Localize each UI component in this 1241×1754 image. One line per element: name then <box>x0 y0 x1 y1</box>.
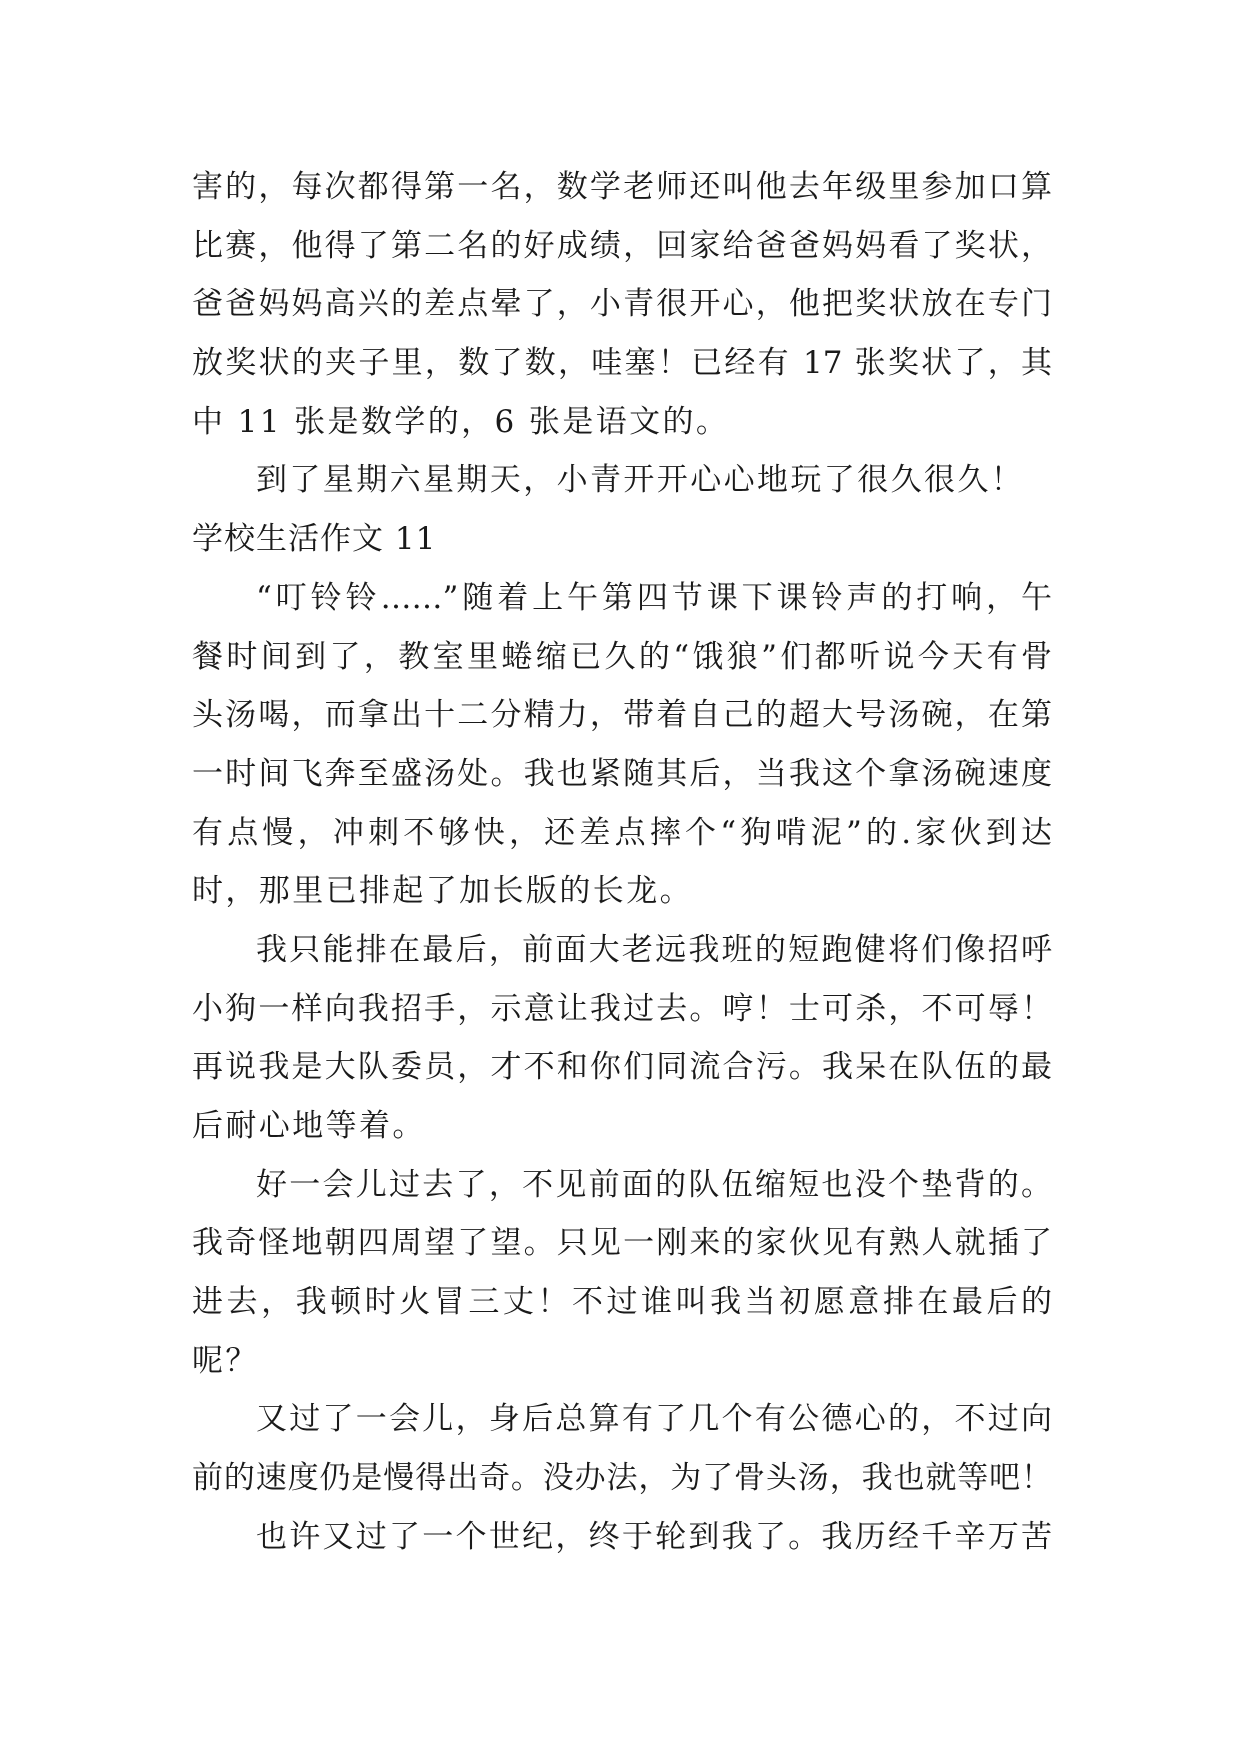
paragraph-line: 又过了一会儿，身后总算有了几个有公德心的，不过向 <box>256 1401 1052 1438</box>
text-line: 害的，每次都得第一名，数学老师还叫他去年级里参加口算 <box>192 169 1052 205</box>
document-page <box>192 158 1052 1567</box>
text-line: 餐时间到了，教室里蜷缩已久的“饿狼”们都听说今天有骨 <box>192 638 1052 675</box>
text-line: 小狗一样向我招手，示意让我过去。哼！士可杀，不可辱！ <box>192 990 1052 1027</box>
text-line: 一时间飞奔至盛汤处。我也紧随其后，当我这个拿汤碗速度 <box>192 755 1052 792</box>
text-line: 比赛，他得了第二名的好成绩，回家给爸爸妈妈看了奖状， <box>192 227 1052 264</box>
text-line: 时，那里已排起了加长版的长龙。 <box>192 873 693 910</box>
text-line: 进去，我顿时火冒三丈！不过谁叫我当初愿意排在最后的 <box>192 1284 1052 1321</box>
text-line: 前的速度仍是慢得出奇。没办法，为了骨头汤，我也就等吧！ <box>192 1460 1052 1497</box>
paragraph-line: 我只能排在最后，前面大老远我班的短跑健将们像招呼 <box>256 931 1052 968</box>
paragraph-line: “叮铃铃……”随着上午第四节课下课铃声的打响，午 <box>256 579 1052 616</box>
paragraph-line: 好一会儿过去了，不见前面的队伍缩短也没个垫背的。 <box>256 1166 1052 1203</box>
section-heading: 学校生活作文 11 <box>192 521 437 558</box>
text-line: 我奇怪地朝四周望了望。只见一刚来的家伙见有熟人就插了 <box>192 1225 1052 1262</box>
paragraph-line: 也许又过了一个世纪，终于轮到我了。我历经千辛万苦 <box>256 1518 1052 1555</box>
text-line: 再说我是大队委员，才不和你们同流合污。我呆在队伍的最 <box>192 1049 1052 1086</box>
text-line: 有点慢，冲刺不够快，还差点摔个“狗啃泥”的.家伙到达 <box>192 814 1052 851</box>
text-line: 爸爸妈妈高兴的差点晕了，小青很开心，他把奖状放在专门 <box>192 286 1052 323</box>
text-line: 头汤喝，而拿出十二分精力，带着自己的超大号汤碗，在第 <box>192 697 1052 734</box>
text-line: 放奖状的夹子里，数了数，哇塞！已经有 17 张奖状了，其 <box>192 345 1052 382</box>
text-line: 中 11 张是数学的，6 张是语文的。 <box>192 403 730 440</box>
paragraph-line: 到了星期六星期天，小青开开心心地玩了很久很久！ <box>256 462 1025 499</box>
text-line: 呢？ <box>192 1342 259 1379</box>
text-line: 后耐心地等着。 <box>192 1108 426 1144</box>
